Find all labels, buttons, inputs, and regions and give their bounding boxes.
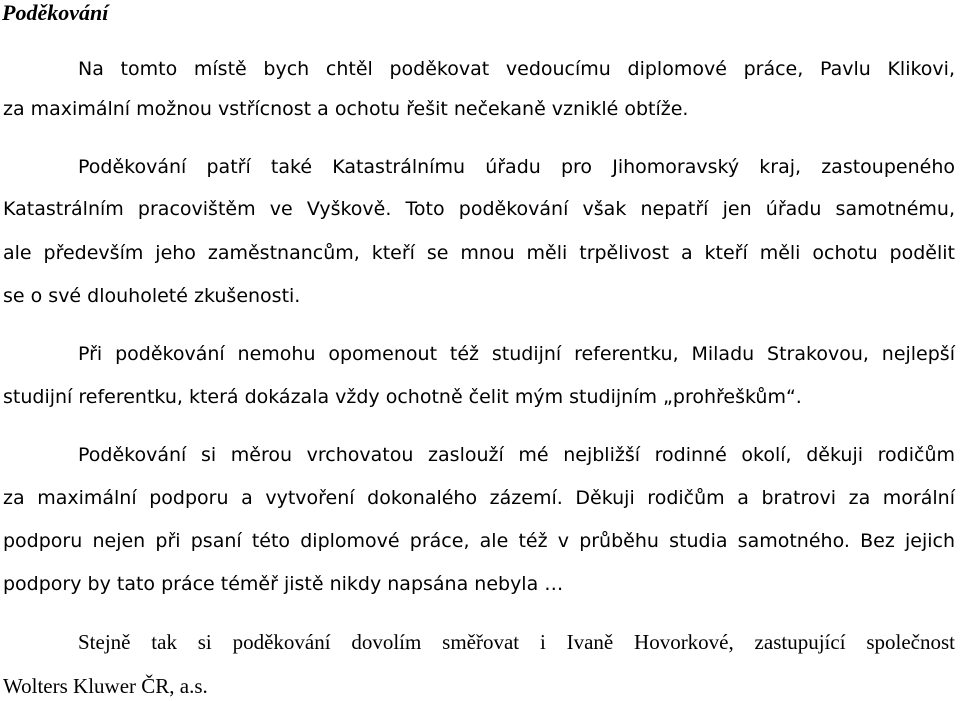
paragraph-2-line-4: se o své dlouholeté zkušenosti. [3,285,301,307]
paragraph-2-line-2: Katastrálním pracovištěm ve Vyškově. Toto poděkování však nepatří jen úřadu samotnému, [3,198,955,220]
paragraph-5-line-2: Wolters Kluwer ČR, a.s. [3,674,208,698]
page-title: Poděkování [2,0,109,25]
paragraph-4-line-1: Poděkování si měrou vrchovatou zaslouží mé nejbližší rodinné okolí, děkuji rodičům [78,444,955,466]
paragraph-4-line-3: podporu nejen při psaní této diplomové práce, ale též v průběhu studia samotného. Bez jejich [3,530,955,552]
paragraph-3-line-1: Při poděkování nemohu opomenout též studijní referentku, Miladu Strakovou, nejlepší [78,343,955,365]
paragraph-5-line-1: Stejně tak si poděkování dovolím směřovat i Ivaně Hovorkové, zastupující společnost [78,630,955,654]
paragraph-1-line-2: za maximální možnou vstřícnost a ochotu řešit nečekaně vzniklé obtíže. [3,98,689,120]
paragraph-4-line-4: podpory by tato práce téměř jistě nikdy napsána nebyla … [3,573,564,595]
paragraph-3-line-2: studijní referentku, která dokázala vždy ochotně čelit mým studijním „prohřeškům“. [3,386,802,408]
paragraph-2-line-1: Poděkování patří také Katastrálnímu úřadu pro Jihomoravský kraj, zastoupeného [78,156,955,178]
paragraph-2-line-3: ale především jeho zaměstnancům, kteří se mnou měli trpělivost a kteří měli ochotu podělit [3,242,955,264]
paragraph-4-line-2: za maximální podporu a vytvoření dokonalého zázemí. Děkuji rodičům a bratrovi za morální [3,487,955,509]
paragraph-1-line-1: Na tomto místě bych chtěl poděkovat vedoucímu diplomové práce, Pavlu Klikovi, [78,58,955,80]
